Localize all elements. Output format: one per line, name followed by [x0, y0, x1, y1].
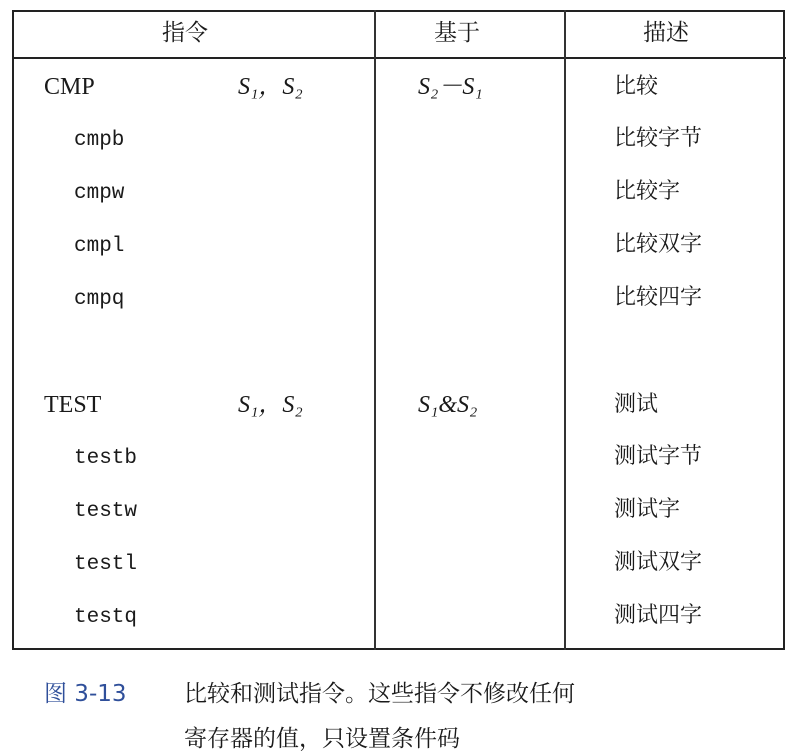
header-description: 描述	[643, 20, 689, 46]
variant-name: cmpw	[74, 182, 125, 205]
variant-description: 测试双字	[614, 550, 703, 575]
operands: S₁，S₂	[238, 74, 303, 100]
variant-name: testl	[74, 553, 138, 576]
column-divider	[374, 10, 376, 650]
header-based-on: 基于	[434, 20, 480, 46]
variant-description: 测试四字	[614, 603, 703, 628]
variant-name: testq	[74, 606, 138, 629]
variant-name: cmpb	[74, 129, 125, 152]
variant-name: testb	[74, 447, 138, 470]
instruction-test: TEST	[44, 392, 102, 418]
operands: S₁，S₂	[238, 392, 303, 418]
variant-name: cmpl	[74, 235, 125, 258]
based-on: S₁&S₂	[418, 392, 478, 418]
column-divider	[564, 10, 566, 650]
figure-label: 图 3-13	[44, 681, 127, 707]
description: 比较	[614, 74, 659, 99]
caption-line-2: 寄存器的值，只设置条件码	[184, 726, 460, 752]
based-on: S₂－S₁	[418, 74, 483, 100]
variant-description: 测试字节	[614, 444, 703, 469]
instruction-cmp: CMP	[44, 74, 95, 100]
variant-name: cmpq	[74, 288, 125, 311]
header-divider	[12, 57, 786, 59]
variant-description: 比较字	[614, 179, 681, 204]
variant-description: 比较双字	[614, 232, 703, 257]
caption-line-1: 比较和测试指令。这些指令不修改任何	[184, 681, 575, 707]
description: 测试	[614, 392, 659, 417]
variant-name: testw	[74, 500, 138, 523]
variant-description: 比较字节	[614, 126, 703, 151]
variant-description: 测试字	[614, 497, 681, 522]
header-instruction: 指令	[162, 20, 208, 46]
variant-description: 比较四字	[614, 285, 703, 310]
